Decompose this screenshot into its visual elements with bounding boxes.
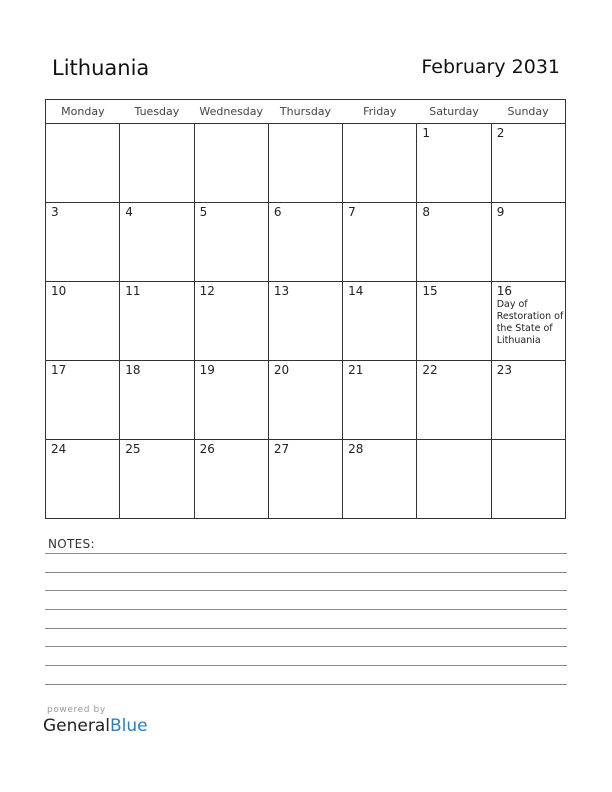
weekday-header: Sunday — [491, 100, 565, 124]
day-cell — [194, 203, 268, 282]
day-cell — [46, 282, 120, 361]
day-number: 20 — [273, 363, 290, 377]
weekday-header: Monday — [46, 100, 120, 124]
holiday-label: Day of Restoration of the State of Lithuania — [496, 299, 564, 346]
day-number: 19 — [199, 363, 215, 377]
day-cell — [491, 124, 565, 203]
notes-line — [45, 609, 567, 610]
day-number: 13 — [273, 284, 290, 298]
country-title: Lithuania — [52, 56, 150, 80]
notes-line — [45, 684, 567, 685]
day-number: 25 — [125, 442, 141, 456]
day-cell — [194, 440, 268, 519]
day-cell — [491, 282, 565, 361]
logo-text-general: General — [43, 716, 110, 736]
day-cell — [343, 203, 417, 282]
notes-line — [45, 665, 567, 666]
day-cell — [343, 440, 417, 519]
week-row — [46, 361, 566, 440]
day-number: 7 — [348, 205, 356, 219]
day-cell — [120, 124, 194, 203]
day-cell — [120, 282, 194, 361]
day-cell — [268, 282, 342, 361]
day-number: 8 — [422, 205, 431, 219]
day-number: 17 — [51, 363, 67, 377]
day-cell — [417, 203, 491, 282]
weekday-header-row — [46, 100, 566, 124]
day-cell — [417, 361, 491, 440]
day-cell — [46, 203, 120, 282]
day-number: 1 — [422, 126, 431, 140]
day-number: 28 — [348, 442, 364, 456]
day-cell — [268, 361, 342, 440]
day-cell — [491, 203, 565, 282]
day-cell — [417, 124, 491, 203]
day-cell — [417, 440, 491, 519]
week-row — [46, 124, 566, 203]
day-cell — [120, 440, 194, 519]
day-number: 6 — [273, 205, 282, 219]
day-cell — [120, 203, 194, 282]
logo-text-blue: Blue — [110, 716, 148, 736]
day-number: 11 — [125, 284, 141, 298]
day-number: 10 — [51, 284, 67, 298]
day-cell — [268, 440, 342, 519]
notes-line — [45, 628, 567, 629]
powered-by-text: powered by — [47, 705, 106, 715]
day-cell — [46, 124, 120, 203]
day-number: 18 — [125, 363, 141, 377]
calendar-grid — [45, 99, 566, 519]
generalblue-logo[interactable] — [43, 716, 148, 736]
weekday-header: Friday — [343, 100, 417, 124]
day-cell — [343, 124, 417, 203]
day-number: 22 — [422, 363, 438, 377]
day-cell — [194, 124, 268, 203]
day-number: 3 — [51, 205, 59, 219]
notes-line — [45, 646, 567, 647]
day-cell — [46, 361, 120, 440]
notes-line — [45, 590, 567, 591]
day-number: 15 — [422, 284, 438, 298]
day-number: 23 — [496, 363, 512, 377]
weekday-header: Thursday — [268, 100, 342, 124]
day-number: 5 — [199, 205, 208, 219]
day-cell — [194, 282, 268, 361]
day-number: 14 — [348, 284, 364, 298]
day-number: 2 — [496, 126, 505, 140]
week-row — [46, 282, 566, 361]
day-cell — [491, 440, 565, 519]
day-cell — [491, 361, 565, 440]
day-number: 27 — [273, 442, 290, 456]
day-number: 12 — [199, 284, 215, 298]
day-number: 16 — [496, 284, 512, 298]
week-row — [46, 440, 566, 519]
day-cell — [268, 124, 342, 203]
weekday-header: Tuesday — [120, 100, 194, 124]
notes-line — [45, 572, 567, 573]
weekday-header: Saturday — [417, 100, 491, 124]
day-cell — [194, 361, 268, 440]
day-cell — [46, 440, 120, 519]
weekday-header: Wednesday — [194, 100, 268, 124]
day-cell — [343, 361, 417, 440]
notes-line — [45, 553, 567, 554]
day-cell — [268, 203, 342, 282]
day-number: 9 — [496, 205, 505, 219]
notes-label: NOTES: — [48, 537, 95, 551]
month-year-title: February 2031 — [421, 56, 560, 78]
day-number: 26 — [199, 442, 215, 456]
day-cell — [343, 282, 417, 361]
day-number: 24 — [51, 442, 67, 456]
day-cell — [417, 282, 491, 361]
day-number: 21 — [348, 363, 364, 377]
day-cell — [120, 361, 194, 440]
day-number: 4 — [125, 205, 133, 219]
week-row — [46, 203, 566, 282]
